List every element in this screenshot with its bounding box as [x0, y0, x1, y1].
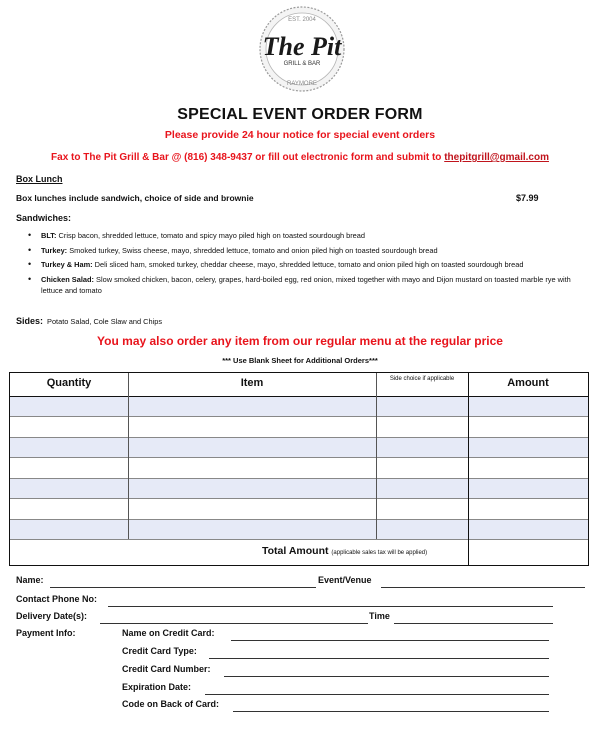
card-number-label: Credit Card Number: — [122, 664, 211, 674]
header-quantity: Quantity — [46, 377, 92, 389]
phone-field[interactable] — [108, 606, 553, 607]
header-side-choice: Side choice if applicable — [389, 376, 455, 382]
name-label: Name: — [16, 575, 44, 585]
list-item: • Turkey & Ham: Deli sliced ham, smoked turkey, cheddar cheese, mayo, shredded lettuce, tomato and onion piled high on toasted sourdough bread — [28, 259, 583, 270]
sandwiches-heading: Sandwiches: — [16, 213, 72, 223]
table-row[interactable] — [10, 478, 588, 498]
total-amount-label: Total Amount (applicable sales tax will be applied) — [262, 545, 428, 557]
header-amount: Amount — [507, 377, 549, 389]
delivery-field[interactable] — [100, 623, 368, 624]
box-lunch-price: $7.99 — [516, 193, 539, 203]
logo-top-arc: EST. 2004 — [288, 17, 316, 23]
table-row[interactable] — [10, 498, 588, 519]
form-title: SPECIAL EVENT ORDER FORM — [177, 106, 423, 123]
expiration-label: Expiration Date: — [122, 682, 192, 692]
card-name-label: Name on Credit Card: — [122, 628, 215, 638]
email-link[interactable]: thepitgrill@gmail.com — [444, 152, 549, 163]
logo-name: The Pit — [262, 32, 342, 61]
event-label: Event/Venue — [318, 575, 372, 585]
payment-label: Payment Info: — [16, 628, 76, 638]
card-type-label: Credit Card Type: — [122, 646, 197, 656]
table-row[interactable] — [10, 457, 588, 478]
logo-sub: GRILL & BAR — [283, 61, 321, 67]
sides-label: Sides: — [16, 316, 44, 326]
card-name-field[interactable] — [231, 640, 549, 641]
sandwich-list — [28, 230, 583, 299]
box-lunch-description: Box lunches include sandwich, choice of side and brownie — [16, 193, 254, 203]
expiration-field[interactable] — [205, 694, 549, 695]
phone-label: Contact Phone No: — [16, 594, 97, 604]
regular-menu-note: You may also order any item from our regular menu at the regular price — [97, 334, 503, 348]
table-row[interactable] — [10, 519, 588, 539]
time-label: Time — [369, 611, 390, 621]
name-field[interactable] — [50, 587, 316, 588]
table-row[interactable] — [10, 437, 588, 457]
fax-text: Fax to The Pit Grill & Bar @ (816) 348-9437 or fill out electronic form and submit to — [51, 152, 445, 163]
code-field[interactable] — [233, 711, 549, 712]
list-item: • BLT: Crisp bacon, shredded lettuce, tomato and spicy mayo piled high on toasted sourdough bread — [28, 230, 583, 241]
table-row[interactable] — [10, 396, 588, 416]
box-lunch-heading: Box Lunch — [16, 174, 63, 184]
order-table — [9, 372, 589, 566]
header-item: Item — [240, 377, 264, 389]
list-item: • Turkey: Smoked turkey, Swiss cheese, mayo, shredded lettuce, tomato and onion piled high on toasted sourdough bread — [28, 245, 583, 256]
blank-sheet-note: *** Use Blank Sheet for Additional Orders*** — [222, 356, 378, 365]
event-field[interactable] — [381, 587, 585, 588]
code-label: Code on Back of Card: — [122, 699, 220, 709]
time-field[interactable] — [394, 623, 553, 624]
list-item: • Chicken Salad: Slow smoked chicken, bacon, celery, grapes, hard-boiled egg, red onion, mixed together with mayo and Dijon mustard on toasted marble rye with lettuce and tomato — [28, 274, 583, 296]
total-note: (applicable sales tax will be applied) — [331, 550, 428, 556]
logo-bottom-arc: RAYMORE — [287, 81, 317, 87]
sides-value: Potato Salad, Cole Slaw and Chips — [47, 317, 163, 326]
card-type-field[interactable] — [209, 658, 549, 659]
fax-line — [0, 152, 600, 163]
card-number-field[interactable] — [224, 676, 549, 677]
delivery-label: Delivery Date(s): — [16, 611, 88, 621]
notice-text: Please provide 24 hour notice for special event orders — [164, 129, 436, 141]
sides-line — [16, 316, 162, 326]
table-row[interactable] — [10, 416, 588, 437]
the-pit-logo — [247, 5, 357, 93]
